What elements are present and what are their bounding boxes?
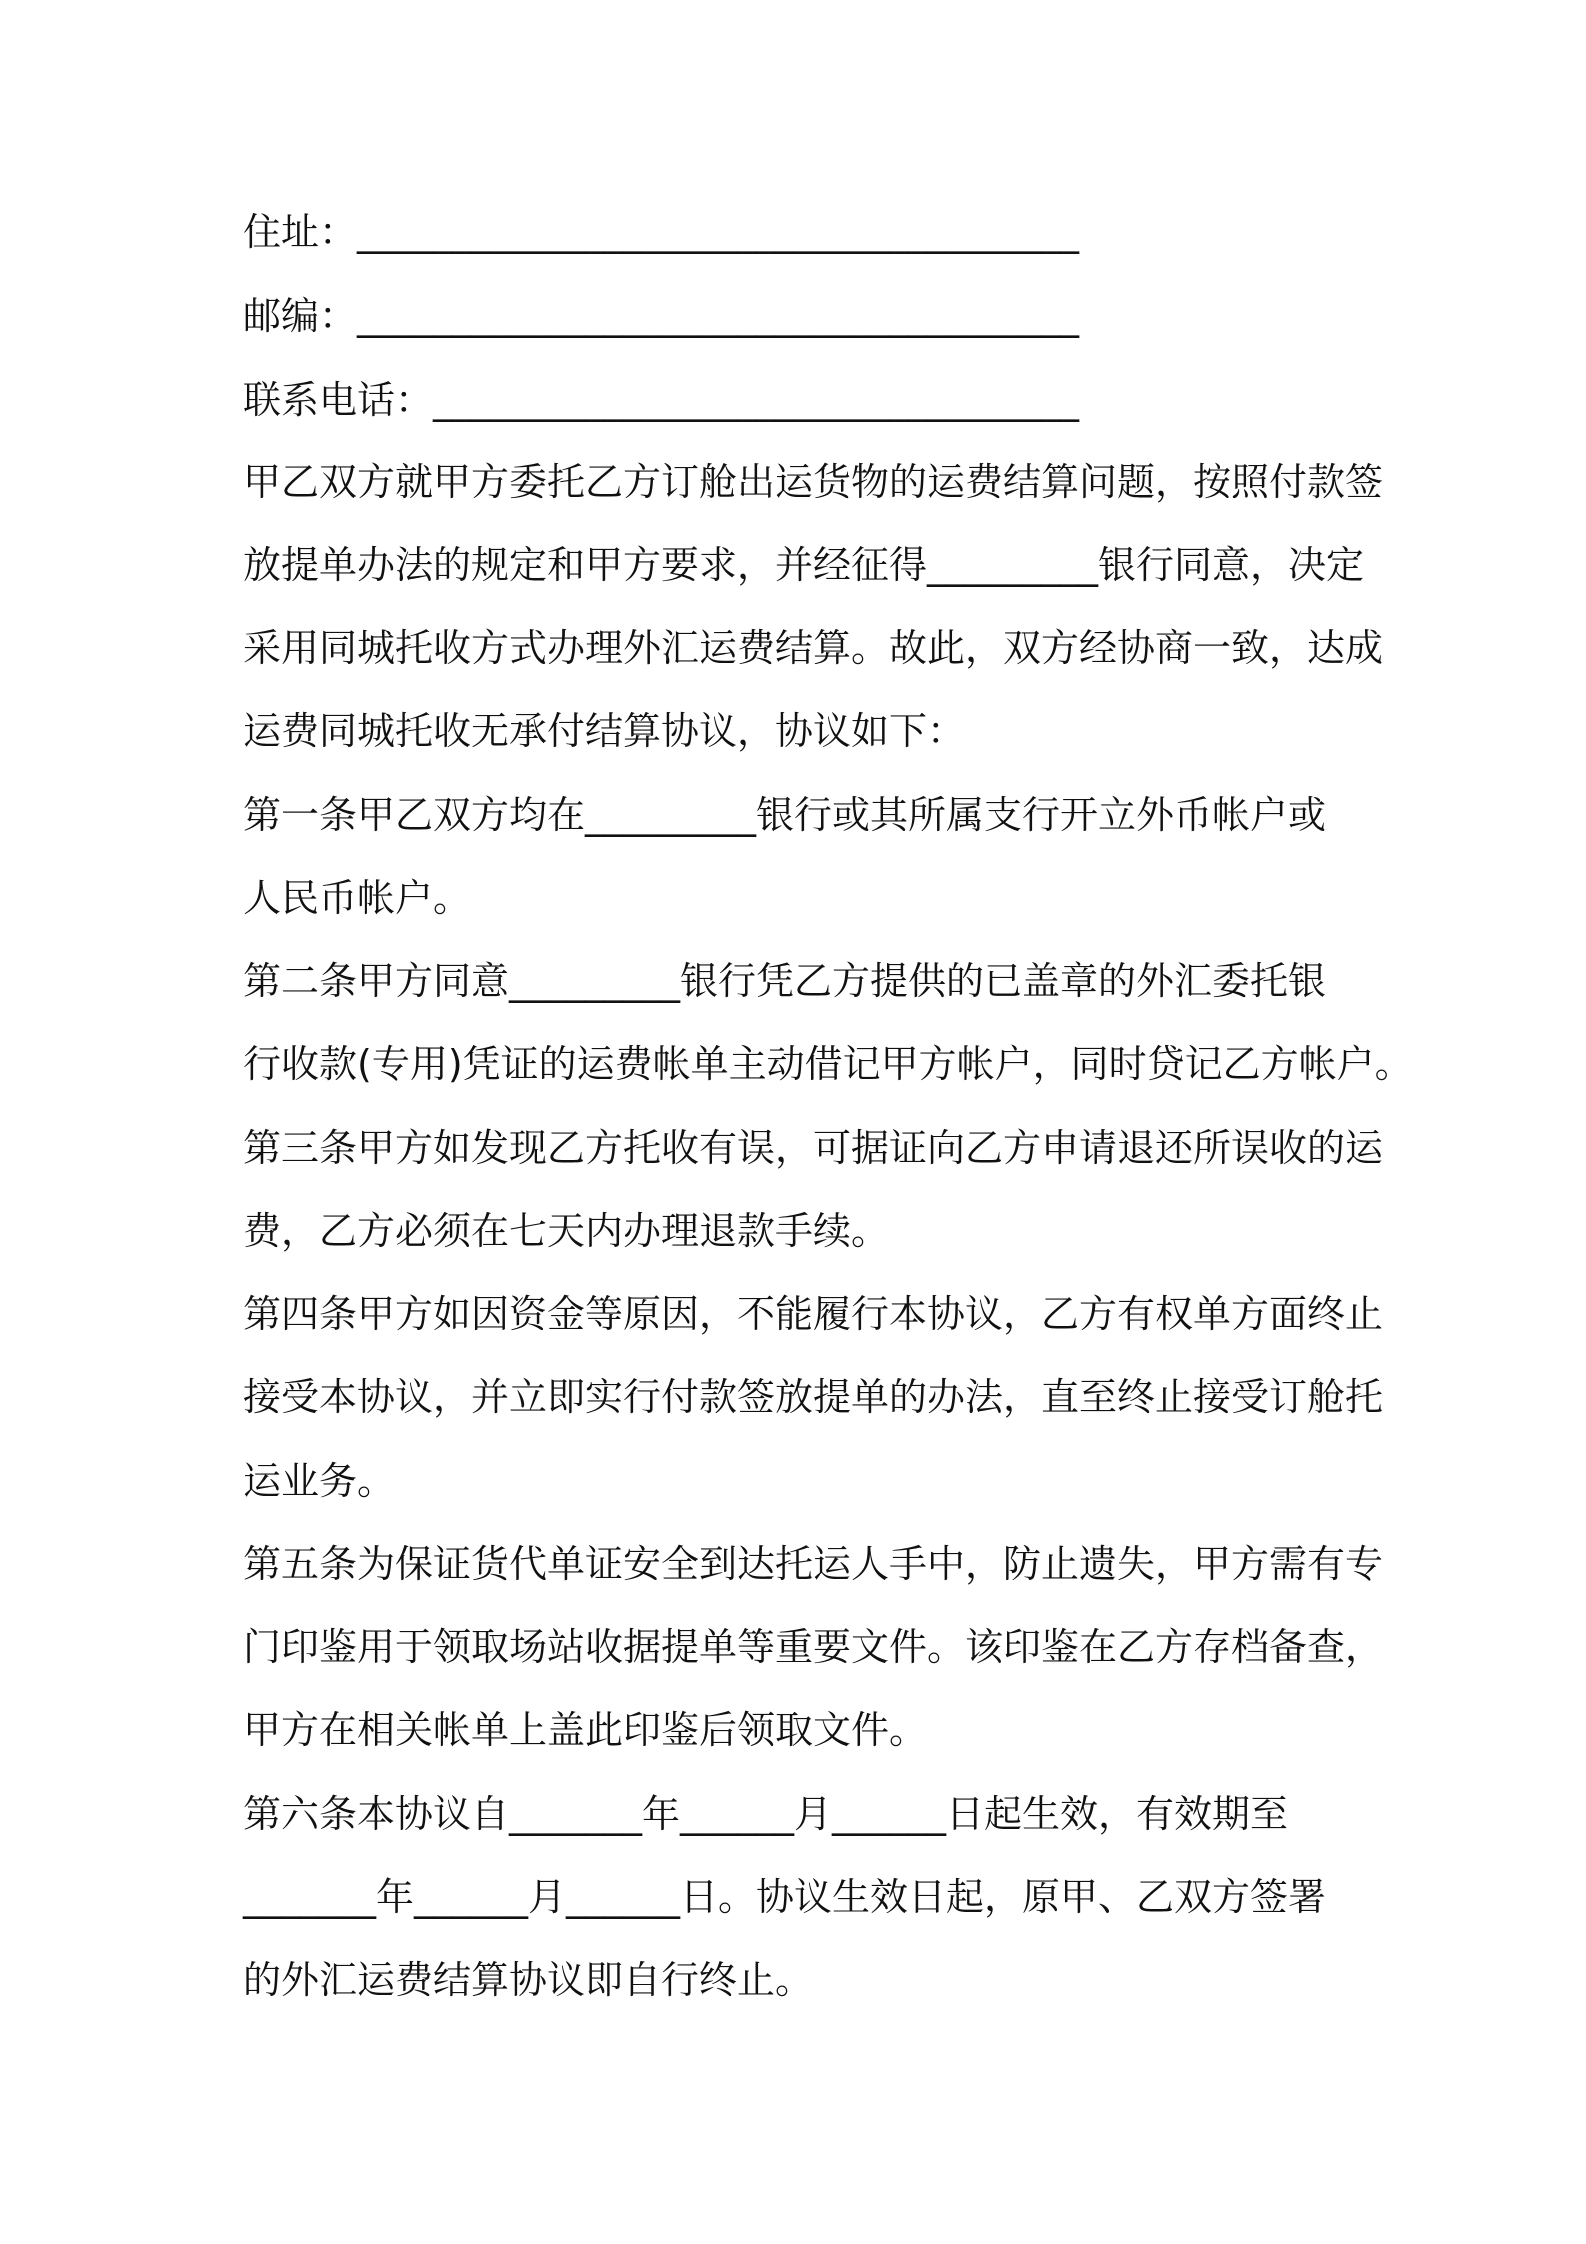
article-5-line: 门印鉴用于领取场站收据提单等重要文件。该印鉴在乙方存档备查， — [243, 1625, 1384, 1669]
article-5-line: 第五条为保证货代单证安全到达托运人手中，防止遗失，甲方需有专 — [243, 1542, 1384, 1586]
intro-paragraph-line: 采用同城托收方式办理外汇运费结算。故此，双方经协商一致，达成 — [243, 626, 1384, 670]
article-1-line: 人民币帐户。 — [243, 876, 472, 920]
article-4-line: 运业务。 — [243, 1459, 396, 1503]
article-6-line: _______年______月______日。协议生效日起，原甲、乙双方签署 — [243, 1875, 1327, 1919]
article-2-line: 第二条甲方同意_________银行凭乙方提供的已盖章的外汇委托银 — [243, 959, 1327, 1003]
intro-paragraph-line: 放提单办法的规定和甲方要求，并经征得_________银行同意，决定 — [243, 543, 1365, 587]
article-4-line: 接受本协议，并立即实行付款签放提单的办法，直至终止接受订舱托 — [243, 1375, 1384, 1419]
intro-paragraph-line: 甲乙双方就甲方委托乙方订舱出运货物的运费结算问题，按照付款签 — [243, 460, 1384, 504]
article-6-line: 第六条本协议自_______年______月______日起生效，有效期至 — [243, 1792, 1289, 1836]
address-line: 住址：______________________________________ — [243, 210, 1080, 254]
article-4-line: 第四条甲方如因资金等原因，不能履行本协议，乙方有权单方面终止 — [243, 1292, 1384, 1336]
article-1-line: 第一条甲乙双方均在_________银行或其所属支行开立外币帐户或 — [243, 793, 1327, 837]
article-3-line: 费，乙方必须在七天内办理退款手续。 — [243, 1209, 890, 1253]
article-5-line: 甲方在相关帐单上盖此印鉴后领取文件。 — [243, 1708, 928, 1752]
intro-paragraph-line: 运费同城托收无承付结算协议，协议如下： — [243, 709, 966, 753]
article-6-line: 的外汇运费结算协议即自行终止。 — [243, 1958, 814, 2002]
postcode-line: 邮编：______________________________________ — [243, 294, 1080, 338]
phone-line: 联系电话：__________________________________ — [243, 378, 1080, 422]
article-2-line: 行收款(专用)凭证的运费帐单主动借记甲方帐户，同时贷记乙方帐户。 — [243, 1042, 1413, 1086]
article-3-line: 第三条甲方如发现乙方托收有误，可据证向乙方申请退还所误收的运 — [243, 1126, 1384, 1170]
